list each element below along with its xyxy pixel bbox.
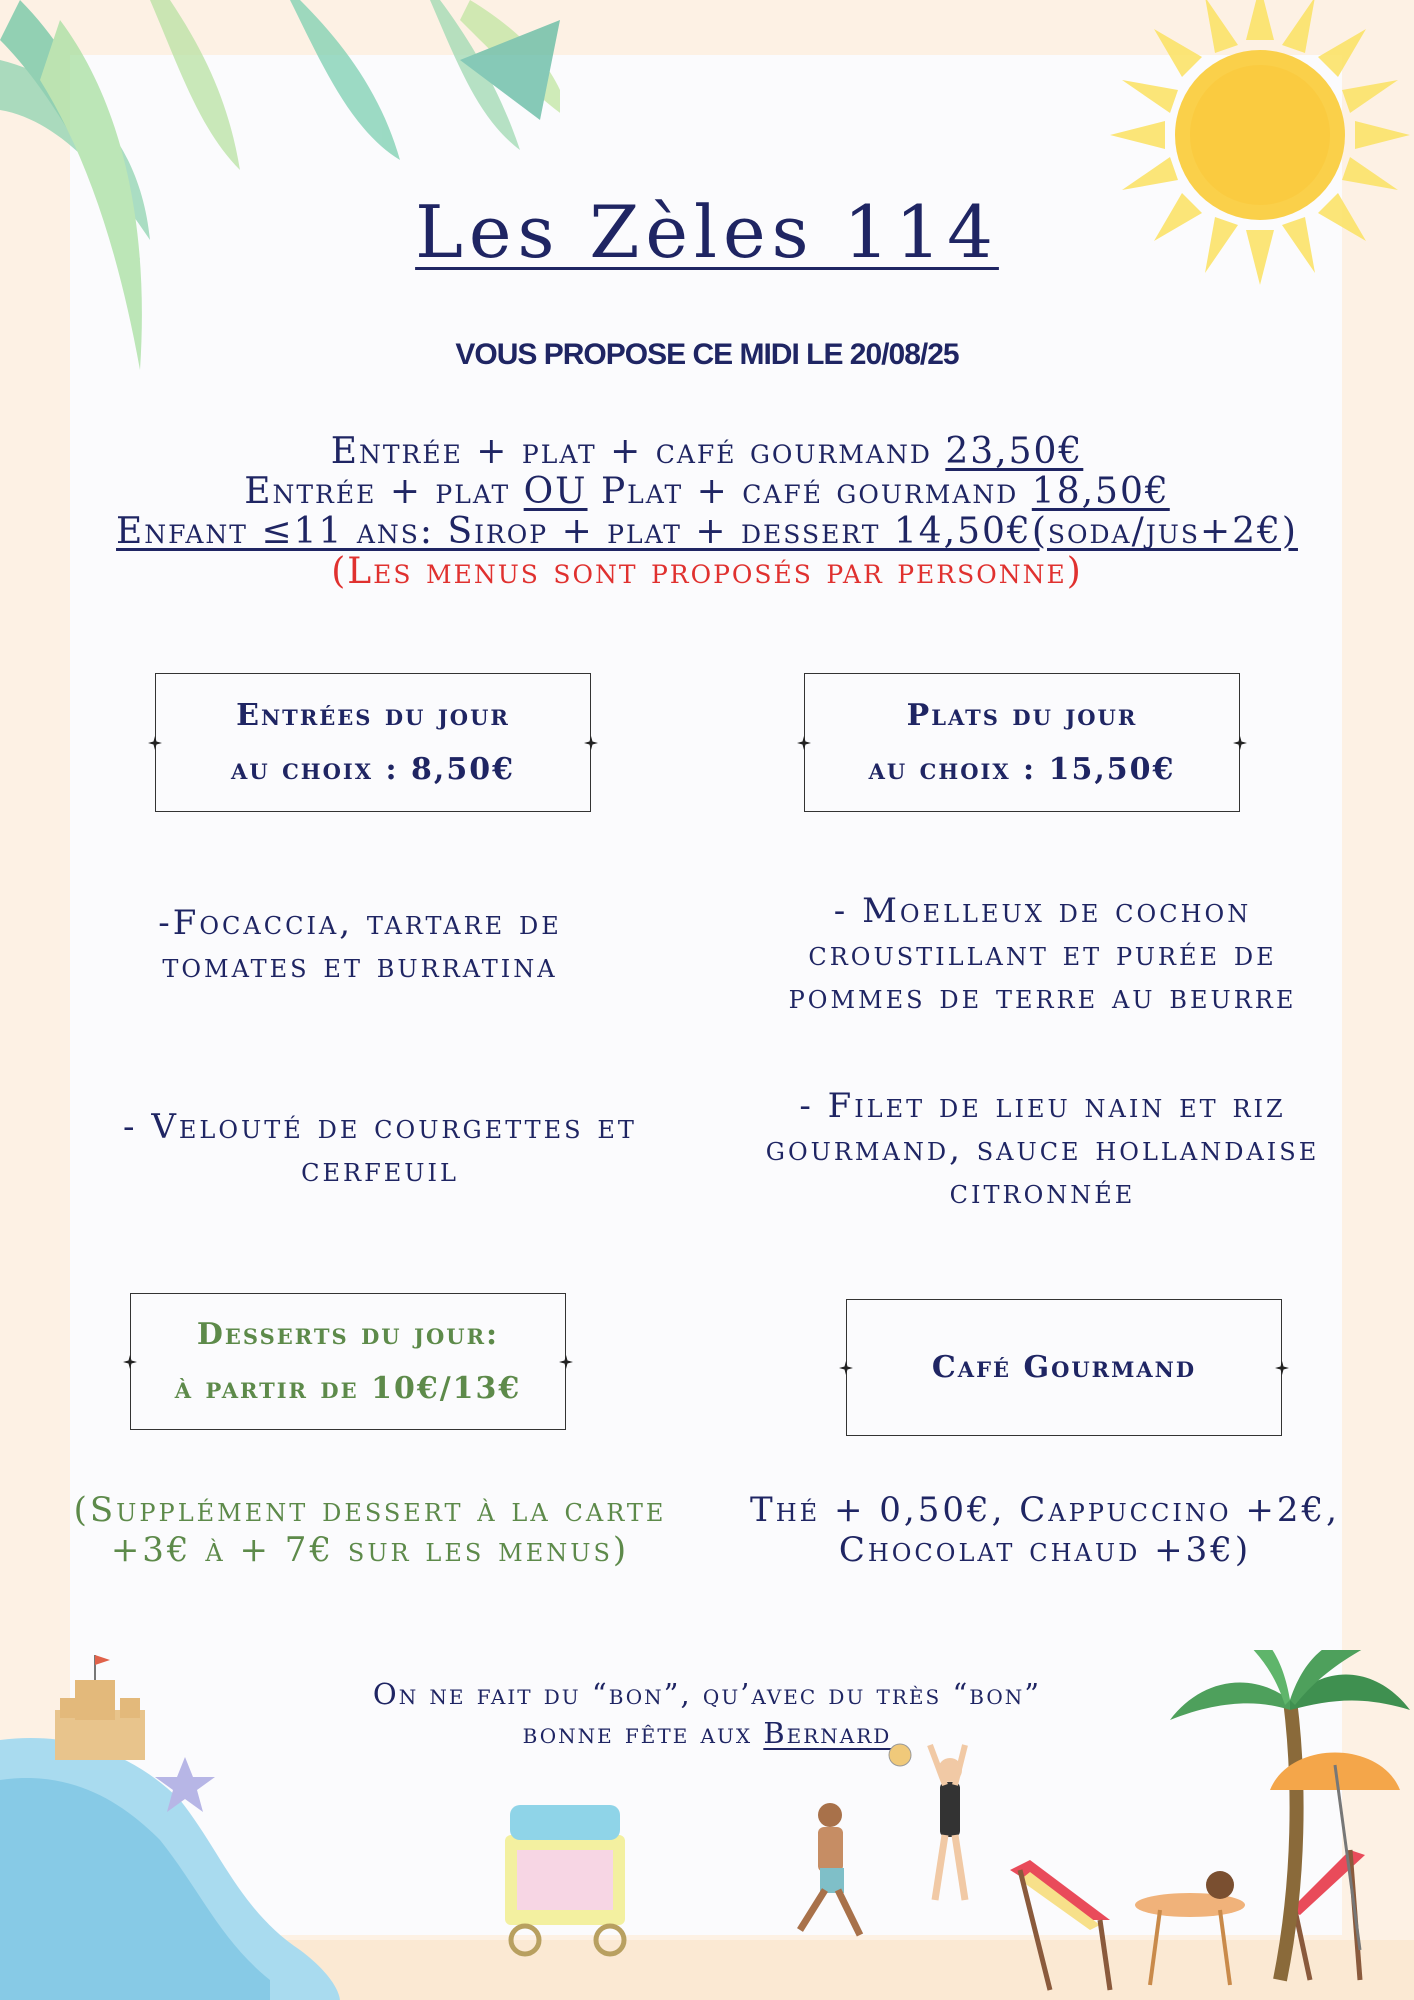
sparkle-icon [1275,1361,1289,1375]
plat-item: - Moelleux de cochon croustillant et purée de pommes de terre au beurre [788,891,1297,1017]
sparkle-icon [559,1355,573,1369]
restaurant-title: Les Zèles 114 [415,190,999,274]
entree-item: -Focaccia, tartare de tomates et burratina [158,903,562,986]
sun-decoration [1070,0,1414,330]
sparkle-icon [797,736,811,750]
sparkle-icon [1233,736,1247,750]
menu-note: (Les menus sont proposés par personne) [331,551,1083,592]
dessert-supplement-note: (Supplément dessert à la carte +3€ à + 7€ sur les menus) [73,1490,667,1570]
entree-item: - Velouté de courgettes et cerfeuil [123,1107,637,1190]
sparkle-icon [148,736,162,750]
volleyball-players-icon [800,1744,965,1935]
palm-tree-icon [1170,1650,1410,1980]
sandcastle-icon [55,1655,145,1760]
cake-cart-icon [505,1805,625,1954]
sparkle-icon [123,1355,137,1369]
cafe-extras-note: Thé + 0,50€, Cappuccino +2€, Chocolat chaud +3€) [750,1490,1340,1570]
menu-price-1: 23,50€ [945,431,1084,472]
plats-box: Plats du jour au choix : 15,50€ [804,673,1240,812]
date-subtitle: VOUS PROPOSE CE MIDI LE 20/08/25 [455,338,959,371]
beach-scene-decoration [0,1650,1414,2000]
menu-line-3: Enfant ≤11 ans: Sirop + plat + dessert 14,50€(soda/jus+2€) [116,511,1298,552]
menu-line-2: Entrée + plat OU Plat + café gourmand 18,50€ [244,471,1170,512]
menu-line-1: Entrée + plat + café gourmand 23,50€ [330,431,1084,472]
sparkle-icon [584,736,598,750]
menu-prices [0,432,1414,592]
sparkle-icon [839,1361,853,1375]
desserts-box: Desserts du jour: à partir de 10€/13€ [130,1293,566,1430]
plat-item: - Filet de lieu nain et riz gourmand, sauce hollandaise citronnée [765,1086,1320,1212]
footer-name: Bernard [763,1716,892,1750]
footer-message: On ne fait du “bon”, qu’avec du très “bon” bonne fête aux Bernard [372,1677,1042,1750]
menu-price-2: 18,50€ [1031,471,1170,512]
entrees-box: Entrées du jour au choix : 8,50€ [155,673,591,812]
cafe-box: Café Gourmand [846,1299,1282,1436]
